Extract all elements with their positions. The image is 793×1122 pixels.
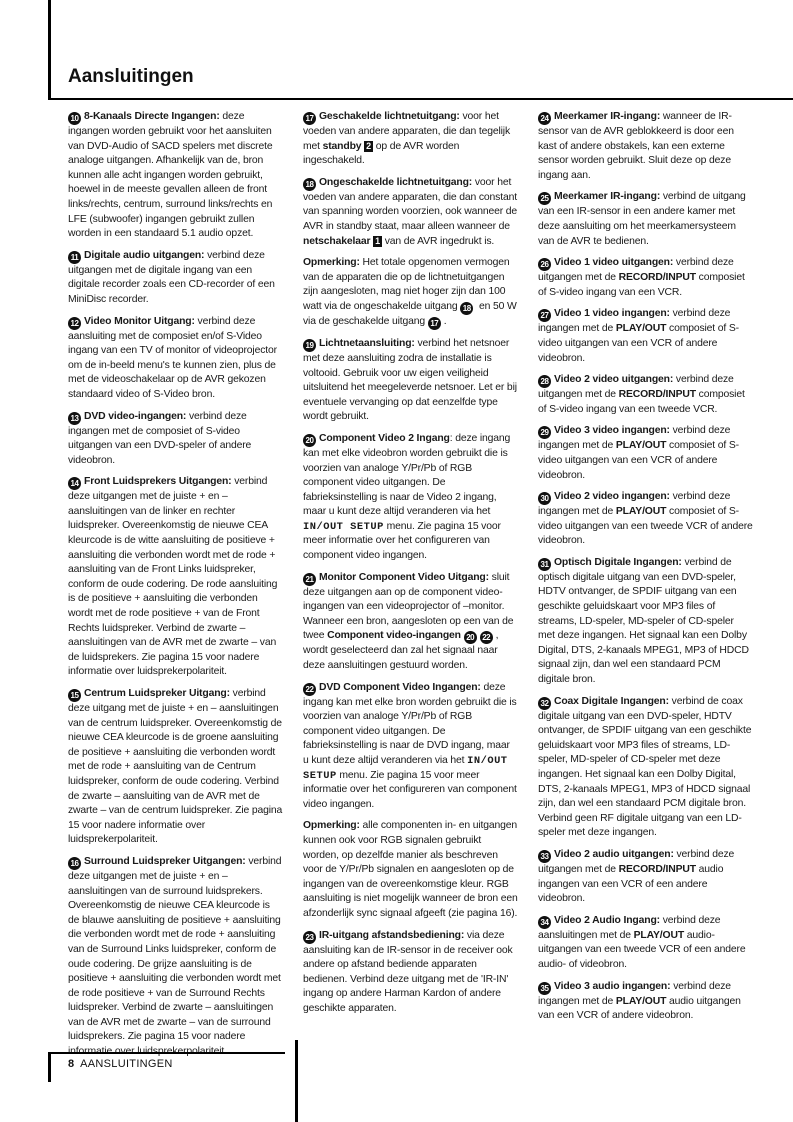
footer-label: AANSLUITINGEN	[80, 1058, 173, 1070]
body-text: verbind deze aansluitingen met de	[538, 914, 721, 941]
paragraph	[303, 681, 518, 813]
body-text: deze ingangen worden gebruikt voor het aansluiten van DVD-Audio of SACD spelers met discrete analoge uitgangen. Afhankelijk van de, bron kunnen alle acht ingangen worden gebruikt, hoewel in de meeste gevallen alleen de front links/rechts, centrum, surround links/rechts en LFE (subwoofer) ingangen gebruikt zullen worden in een standaard 5.1 audio opzet.	[68, 111, 273, 240]
callout-number-icon: 22	[303, 683, 316, 696]
bold-term: Optisch Digitale Ingangen:	[554, 556, 682, 568]
key-reference-icon: 1	[375, 235, 380, 246]
body-text: menu. Zie pagina 15 voor meer informatie over het configureren van component video ingangen.	[303, 520, 501, 562]
body-text: : deze ingang kan met elke videobron worden gebruikt die is voorzien van analoge Y/Pr/Pb of RGB component video uitgangen. De fabrieksinstelling is naar de Video 2 ingang, maar u kunt deze altijd veranderen via het	[303, 432, 511, 518]
body-text: composiet of S-video ingang van een tweede VCR.	[538, 389, 745, 415]
bold-term: PLAY/OUT	[615, 506, 667, 518]
top-vertical-rule	[48, 0, 51, 100]
body-text: .	[443, 315, 447, 327]
bold-term: Component Video 2 Ingang	[319, 432, 450, 444]
body-text: audio-uitgangen van een tweede VCR of een andere audio- of videobron.	[538, 929, 746, 970]
bold-term: PLAY/OUT	[633, 929, 685, 941]
body-text: verbind deze ingangen met de	[538, 491, 731, 518]
body-text: op de AVR worden ingeschakeld.	[303, 140, 460, 167]
callout-number-icon: 33	[538, 850, 551, 863]
body-text: deze ingang kan met elke bron worden gebruikt die is voorzien van analoge Y/Pr/Pb of RGB component video uitgangen. De fabrieksinstelling is naar de DVD ingang, maar u kunt deze altijd veranderen via het	[303, 681, 517, 766]
bold-term: Video 2 video uitgangen:	[554, 374, 674, 386]
column-2	[303, 110, 518, 1024]
body-text: verbind deze aansluiting met de composiet en/of S-Video ingang van een TV of monitor of videoprojector om de in-beeld menu's te kunnen zien, plus de met de videoschakelaar op de AVR gekozen standaard video of S-Video bron.	[68, 315, 277, 400]
paragraph	[68, 315, 283, 403]
bold-term: PLAY/OUT	[615, 440, 667, 452]
paragraph	[68, 687, 283, 848]
bold-term: IR-uitgang afstandsbediening:	[319, 929, 465, 941]
body-text: verbind deze uitgang met de juiste + en – aansluitingen van de centrum luidspreker. Overeenkomstig de nieuwe CEA kleurcode is de groene aansluiting de positieve + aansluiting die verbonden wordt met de rode + aansluiting van de Centrum luidspreker, conform de oude codering. Verbind de zwarte – aansluiting van de AVR met de zwarte – van de centrum luidspreker. Zie pagina 15 voor nadere informatie over luidsprekerpolariteit.	[68, 688, 283, 846]
callout-number-icon: 15	[68, 689, 81, 702]
body-text: verbind deze ingangen met de	[538, 425, 731, 452]
body-text: composiet of S-video uitgangen van een tweede VCR of andere videobron.	[538, 506, 753, 547]
paragraph	[303, 110, 518, 169]
bold-term: netschakelaar	[303, 235, 371, 247]
callout-number-icon: 20	[464, 631, 477, 644]
body-text: verbind deze uitgangen met de juiste + en – aansluitingen van de surround luidsprekers. Overeenkomstig de nieuwe CEA kleurcode is de blauwe aansluiting de positieve + aansluiting die verbonden wordt met de rode + aansluiting van de Surround Links luidspreker, conform de oude codering. De grijze aansluiting is de positieve + aansluiting die verbonden wordt met de rode positieve + van de Surround Rechts luidspreker. Verbind de zwarte – aansluitingen van de AVR met de zwarte – van de surround luidsprekers. Zie pagina 15 voor nadere	[68, 855, 282, 1043]
bold-term: Centrum Luidspreker Uitgang:	[84, 688, 230, 699]
body-text: , wordt geselecteerd dan zal het signaal naar deze aansluitingen gestuurd worden.	[303, 630, 499, 672]
body-text: verbind deze uitgangen met de digitale ingang van een digitale recorder zoals een CD-recorder of een MiniDisc recorder.	[68, 249, 275, 305]
paragraph	[538, 490, 753, 549]
paragraph	[538, 556, 753, 688]
body-text: verbind deze uitgangen met de	[538, 257, 734, 284]
callout-number-icon: 21	[303, 573, 316, 586]
bold-term: Surround Luidspreker Uitgangen:	[84, 855, 246, 867]
body-text: audio ingangen van een VCR of een andere videobron.	[538, 863, 724, 905]
paragraph	[303, 571, 518, 674]
callout-number-icon: 32	[538, 697, 551, 710]
body-text: composiet of S-video uitgangen van een VCR of andere videobron.	[538, 323, 739, 364]
bold-term: PLAY/OUT	[615, 323, 667, 335]
paragraph	[538, 256, 753, 300]
callout-number-icon: 18	[460, 302, 473, 315]
column-1	[68, 110, 283, 1067]
body-text: verbind de uitgang van een IR-sensor in een andere kamer met deze aansluiting om het meerkamersysteem van de AVR te bedienen.	[538, 191, 746, 247]
callout-number-icon: 17	[428, 317, 441, 330]
bold-term: Front Luidsprekers Uitgangen:	[84, 476, 232, 488]
bold-term: 8-Kanaals Directe Ingangen:	[84, 111, 220, 122]
body-text: sluit deze uitgangen aan op de component video-ingangen van een videoprojector of –monitor. Wanneer een bron, aangesloten op een van de twee	[303, 571, 514, 642]
body-text: verbind deze uitgangen met de juiste + en – aansluitingen van de linker en rechter luidspreker. Overeenkomstig de nieuwe CEA kleurcode is de witte aansluiting de positieve + aansluiting die verbonden wordt met de rode + aansluiting van de Front Links luidspreker, conform de oude codering. De rode aansluiting is de positieve + aansluiting die verbonden wordt met de rode positieve + van de Front Rechts luidspreker. Verbind de zwarte – aansluitingen van de AVR met de zwarte – van de luidsprekers. Zie pagina 15 voor nadere informatie over luidsprekerpolariteit.	[68, 476, 278, 678]
bold-term: RECORD/INPUT	[618, 389, 696, 401]
body-text: verbind deze ingangen met de composiet of S-video uitgangen van een DVD-speler of andere videobron.	[68, 410, 252, 466]
callout-number-icon: 30	[538, 492, 551, 505]
callout-number-icon: 23	[303, 931, 316, 944]
body-text: menu. Zie pagina 15 voor meer informatie over het configureren van component video ingangen.	[303, 769, 517, 810]
paragraph	[68, 475, 283, 680]
callout-number-icon: 27	[538, 309, 551, 322]
bold-term: Video 3 audio ingangen:	[554, 980, 671, 992]
bold-term: Video 2 video ingangen:	[554, 491, 670, 503]
callout-number-icon: 26	[538, 258, 551, 271]
paragraph	[68, 249, 283, 308]
bold-term: Meerkamer IR-ingang:	[554, 191, 661, 203]
callout-number-icon: 11	[68, 251, 81, 264]
callout-number-icon: 31	[538, 558, 551, 571]
column-3	[538, 110, 753, 1031]
callout-number-icon: 29	[538, 426, 551, 439]
callout-number-icon: 13	[68, 412, 81, 425]
callout-number-icon: 28	[538, 375, 551, 388]
body-text: via deze aansluiting kan de IR-sensor in de receiver ook andere op afstand bediende apparaten bedienen. Verbind deze uitgang met de 'IR-IN' ingang op andere Harman Kardon of andere geschikte apparaten.	[303, 929, 513, 1014]
body-text: alle componenten in- en uitgangen kunnen ook voor RGB signalen gebruikt worden, op dezelfde manier als beschreven voor de Y/Pr/Pb signalen en aangesloten op de ingangen van de overeenkomstige kleur. RGB aansluiting is niet mogelijk wanneer de bron een afzonderlijk sync signaal afgeeft (zie pagina 16).	[303, 820, 518, 919]
bold-term: Component video-ingangen	[327, 630, 461, 642]
page-title: Aansluitingen	[68, 66, 194, 87]
bold-term: Coax Digitale Ingangen:	[554, 695, 669, 707]
bold-term: Video 1 video uitgangen:	[554, 257, 674, 269]
paragraph	[68, 110, 283, 242]
bold-term: Video Monitor Uitgang:	[84, 315, 195, 327]
body-text: verbind de coax digitale uitgang van een DVD-speler, HDTV ontvanger, de SPDIF uitgang van een geschikte geluidskaart voor MP3 files of streams, LD-speler, MD-speler of CD-speler met deze ingangen. Het signaal kan een Dolby Digital, DTS, 2-kanaals MPEG1, MP3 of HDCD signaal zijn, dan wel een standaard PCM digitale bron. Verbind geen RF digitale uitgang van een LD-speler met deze ingangen.	[538, 695, 752, 839]
bold-term: RECORD/INPUT	[618, 272, 696, 284]
bold-term: Geschakelde lichtnetuitgang:	[319, 111, 460, 122]
body-text: wanneer de IR-sensor van de AVR geblokkeerd is door een kast of andere obstakels, kan een externe sensor worden gebruikt. Sluit deze op deze ingang aan.	[538, 111, 734, 181]
body-text: voor het voeden van andere apparaten, die dan tegelijk met	[303, 111, 510, 152]
callout-number-icon: 12	[68, 317, 81, 330]
key-reference-icon: 2	[366, 140, 372, 151]
center-bottom-rule	[295, 1040, 298, 1122]
body-text: verbind deze uitgangen met de	[538, 848, 735, 875]
body-text: Het totale opgenomen vermogen van de apparaten die op de lichtnetuitgangen zijn aangesloten, mag niet hoger zijn dan 100 watt via de ongeschakelde uitgang	[303, 257, 510, 312]
body-text: composiet of S-video uitgangen van een VCR of andere videobron.	[538, 440, 739, 481]
body-text: audio uitgangen van een VCR of andere videobron.	[538, 995, 741, 1022]
body-text: verbind het netsnoer met deze aansluiting zodra de installatie is voltooid. Gebruik voor uw eigen veiligheid uitsluitend het meegeleverde netsnoer. Let er bij eventuele vervanging op dat eenzelfde type wordt gebruikt.	[303, 337, 517, 423]
bottom-vertical-rule	[48, 1052, 51, 1082]
paragraph	[538, 110, 753, 183]
body-text: voor het voeden van andere apparaten, die dan constant van spanning worden voorzien, ook wanneer de AVR in standby staat, maar alleen wanneer de	[303, 176, 518, 232]
bold-term: PLAY/OUT	[615, 995, 667, 1007]
body-text: verbind deze ingangen met de	[538, 980, 731, 1007]
bold-term: Video 1 video ingangen:	[554, 308, 670, 320]
bold-term: Video 2 Audio Ingang:	[554, 914, 660, 926]
paragraph	[538, 695, 753, 841]
title-rule	[48, 98, 793, 100]
callout-number-icon: 19	[303, 339, 316, 352]
menu-name: IN/OUT SETUP	[303, 520, 384, 533]
page-footer	[68, 1058, 173, 1070]
paragraph	[303, 819, 518, 921]
paragraph	[538, 980, 753, 1024]
page-number: 8	[68, 1058, 75, 1070]
bold-term: Video 2 audio uitgangen:	[554, 848, 674, 860]
paragraph	[303, 176, 518, 249]
callout-number-icon: 18	[303, 178, 316, 191]
paragraph	[68, 410, 283, 469]
callout-number-icon: 16	[68, 857, 81, 870]
paragraph	[538, 190, 753, 249]
paragraph	[303, 256, 518, 330]
callout-number-icon: 24	[538, 112, 551, 125]
bold-term: DVD Component Video Ingangen:	[319, 681, 481, 693]
bold-term: RECORD/INPUT	[618, 863, 696, 875]
paragraph	[303, 432, 518, 564]
body-text: verbind deze ingangen met de	[538, 308, 731, 335]
bold-term: DVD video-ingangen:	[84, 410, 187, 422]
callout-number-icon: 17	[303, 112, 316, 125]
paragraph	[303, 929, 518, 1017]
paragraph	[68, 855, 283, 1060]
bold-term: Meerkamer IR-ingang:	[554, 111, 661, 122]
body-text: verbind deze uitgangen met de	[538, 374, 734, 401]
bold-term: Ongeschakelde lichtnetuitgang:	[319, 176, 473, 188]
bold-term: standby	[322, 140, 362, 152]
callout-number-icon: 22	[480, 631, 493, 644]
bold-term: Digitale audio uitgangen:	[84, 249, 205, 261]
bold-term: Monitor Component Video Uitgang:	[319, 571, 489, 583]
body-text: verbind de optisch digitale uitgang van een DVD-speler, HDTV ontvanger, de SPDIF uitgang van een geschikte geluidskaart voor MP3 files of streams, LD-speler, MD-speler of CD-speler met deze ingangen. Het signaal kan een Dolby Digital, DTS, 2-kanaals MPEG1, MP3 of HDCD signaal zijn, dan wel een standaard PCM digitale bron.	[538, 556, 749, 686]
callout-number-icon: 20	[303, 434, 316, 447]
paragraph	[538, 373, 753, 417]
bold-term: Opmerking:	[303, 257, 360, 269]
body-text: van de AVR ingedrukt is.	[381, 235, 495, 247]
callout-number-icon: 14	[68, 477, 81, 490]
bold-term: Opmerking:	[303, 820, 360, 832]
callout-number-icon: 25	[538, 192, 551, 205]
paragraph	[538, 848, 753, 907]
bold-term: Lichtnetaansluiting:	[319, 337, 415, 349]
footer-rule	[48, 1052, 285, 1054]
callout-number-icon: 10	[68, 112, 81, 125]
body-text: en 50 W via de geschakelde uitgang	[303, 300, 517, 327]
menu-name: IN/OUT SETUP	[303, 755, 508, 782]
bold-term: Video 3 video ingangen:	[554, 425, 670, 437]
paragraph	[538, 424, 753, 483]
callout-number-icon: 34	[538, 916, 551, 929]
callout-number-icon: 35	[538, 982, 551, 995]
paragraph	[538, 307, 753, 366]
body-text: composiet of S-video ingang van een VCR.	[538, 272, 745, 298]
paragraph	[538, 914, 753, 973]
paragraph	[303, 337, 518, 425]
